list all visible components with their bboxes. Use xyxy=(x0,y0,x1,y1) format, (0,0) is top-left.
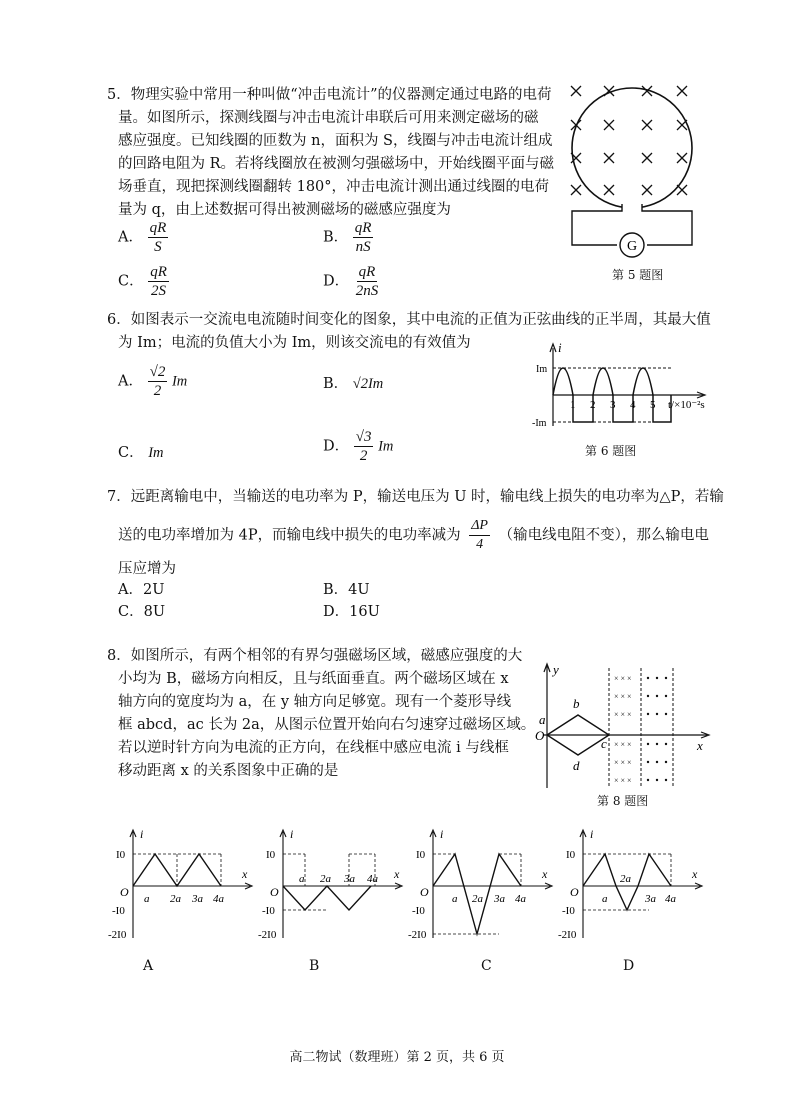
svg-text:4a: 4a xyxy=(367,873,378,885)
q8-line-3: 轴方向的宽度均为 a，在 y 轴方向足够宽。现有一个菱形导线 xyxy=(118,694,512,710)
svg-text:I0: I0 xyxy=(116,849,126,861)
svg-text:x: x xyxy=(242,867,248,881)
svg-text:4a: 4a xyxy=(515,893,526,905)
graph-b xyxy=(258,827,402,941)
svg-text:i: i xyxy=(140,827,144,841)
q5-option-b[interactable]: B． $\frac{qR}{nS}$ xyxy=(323,220,372,255)
svg-text:i: i xyxy=(290,827,294,841)
fraction: $\frac{\Delta P}{4}$ xyxy=(471,518,488,552)
svg-text:O: O xyxy=(570,885,579,899)
svg-text:x: x xyxy=(542,867,548,881)
svg-text:x: x xyxy=(697,738,703,753)
svg-text:-I0: -I0 xyxy=(562,905,575,917)
svg-text:a: a xyxy=(452,893,458,905)
fraction: $\frac{qR}{S}$ xyxy=(149,220,167,255)
svg-text:4a: 4a xyxy=(213,893,224,905)
q6-option-a[interactable]: A． $\frac{√2}{2}$ Im xyxy=(118,364,188,399)
svg-text:a: a xyxy=(144,893,150,905)
svg-text:a: a xyxy=(539,712,546,727)
q5-caption: 第 5 题图 xyxy=(612,268,664,282)
q7-line-2: 送的电功率增加为 4P，而输电线中损失的电功率减为 $\frac{\Delta P}{4}$ （输电线电阻不变），那么输电电 xyxy=(118,518,709,552)
svg-text:5: 5 xyxy=(650,399,656,411)
field-crosses xyxy=(571,86,687,195)
svg-text:× × ×: × × × xyxy=(614,758,632,767)
fraction: $\frac{qR}{2nS}$ xyxy=(355,264,379,299)
q6-line-1: 6．如图表示一交流电电流随时间变化的图象，其中电流的正值为正弦曲线的正半周，其最大值 xyxy=(107,312,711,328)
svg-text:-2I0: -2I0 xyxy=(408,929,427,941)
q5-line-1: 5．物理实验中常用一种叫做“冲击电流计”的仪器测定通过电路的电荷 xyxy=(107,87,552,103)
svg-text:× × ×: × × × xyxy=(614,692,632,701)
q5-figure xyxy=(560,78,710,263)
svg-text:3a: 3a xyxy=(645,893,656,905)
q8-line-6: 移动距离 x 的关系图象中正确的是 xyxy=(118,763,339,779)
svg-text:b: b xyxy=(573,696,580,711)
q7-option-c[interactable]: C．8U xyxy=(118,604,166,620)
svg-text:x: x xyxy=(394,867,400,881)
q5-option-a[interactable]: A． $\frac{qR}{S}$ xyxy=(118,220,167,255)
fraction: $\frac{√2}{2}$ xyxy=(149,364,166,399)
field-region-1 xyxy=(614,674,632,785)
q5-option-d[interactable]: D． $\frac{qR}{2nS}$ xyxy=(323,264,379,299)
field-region-2 xyxy=(647,677,667,781)
svg-text:i: i xyxy=(440,827,444,841)
svg-text:i: i xyxy=(590,827,594,841)
q6-line-2: 为 Im；电流的负值大小为 Im，则该交流电的有效值为 xyxy=(118,335,471,351)
svg-text:3: 3 xyxy=(610,399,616,411)
fraction: $\frac{qR}{2S}$ xyxy=(150,264,167,299)
graph-c xyxy=(408,827,552,941)
q8-line-5: 若以逆时针方向为电流的正方向，在线框中感应电流 i 与线框 xyxy=(118,740,509,756)
svg-text:-I0: -I0 xyxy=(412,905,425,917)
svg-text:× × ×: × × × xyxy=(614,710,632,719)
q5-line-5: 场垂直，现把探测线圈翻转 180°，冲击电流计测出通过线圈的电荷 xyxy=(118,179,550,195)
svg-text:-2I0: -2I0 xyxy=(108,929,127,941)
q8-line-4: 框 abcd，ac 长为 2a，从图示位置开始向右匀速穿过磁场区域。 xyxy=(118,717,536,733)
svg-text:× × ×: × × × xyxy=(614,776,632,785)
svg-text:t/×10⁻²s: t/×10⁻²s xyxy=(668,399,705,411)
svg-text:Im: Im xyxy=(536,364,548,375)
option-letter-d[interactable]: D xyxy=(623,958,635,974)
option-letter-a[interactable]: A xyxy=(143,958,154,974)
svg-text:2a: 2a xyxy=(472,893,483,905)
fraction: $\frac{qR}{nS}$ xyxy=(354,220,372,255)
q7-line-3: 压应增为 xyxy=(118,561,176,577)
svg-text:-2I0: -2I0 xyxy=(558,929,577,941)
field-boundaries xyxy=(609,668,673,788)
q8-figure xyxy=(535,660,715,795)
svg-text:O: O xyxy=(535,728,545,743)
q7-option-d[interactable]: D．16U xyxy=(323,604,380,620)
svg-text:I0: I0 xyxy=(266,849,276,861)
q7-option-a[interactable]: A．2U xyxy=(118,582,165,598)
q7-option-b[interactable]: B．4U xyxy=(323,582,370,598)
q5-line-6: 量为 q，由上述数据可得出被测磁场的磁感应强度为 xyxy=(118,202,451,218)
svg-text:x: x xyxy=(692,867,698,881)
galvanometer-label: G xyxy=(626,239,638,254)
option-letter-c[interactable]: C xyxy=(481,958,492,974)
q6-option-c[interactable]: C． Im xyxy=(118,445,164,461)
svg-text:2a: 2a xyxy=(170,893,181,905)
svg-text:2a: 2a xyxy=(620,873,631,885)
q6-caption: 第 6 题图 xyxy=(585,444,637,458)
q8-caption: 第 8 题图 xyxy=(597,794,649,808)
svg-text:O: O xyxy=(270,885,279,899)
svg-text:-2I0: -2I0 xyxy=(258,929,277,941)
svg-text:3a: 3a xyxy=(192,893,203,905)
svg-text:d: d xyxy=(573,758,580,773)
q6-option-b[interactable]: B． √2Im xyxy=(323,376,384,392)
svg-text:a: a xyxy=(602,893,608,905)
svg-text:2: 2 xyxy=(590,399,596,411)
svg-text:× × ×: × × × xyxy=(614,740,632,749)
q5-option-c[interactable]: C． $\frac{qR}{2S}$ xyxy=(118,264,167,299)
svg-text:I0: I0 xyxy=(416,849,426,861)
svg-text:-I0: -I0 xyxy=(262,905,275,917)
graph-a xyxy=(108,827,252,941)
svg-text:y: y xyxy=(553,662,559,677)
q6-option-d[interactable]: D． $\frac{√3}{2}$ Im xyxy=(323,429,394,464)
svg-text:c: c xyxy=(601,736,607,751)
svg-text:1: 1 xyxy=(570,399,576,411)
option-letter-b[interactable]: B xyxy=(309,958,320,974)
page-footer: 高二物试（数理班）第 2 页，共 6 页 xyxy=(289,1050,505,1065)
q8-line-1: 8．如图所示，有两个相邻的有界匀强磁场区域，磁感应强度的大 xyxy=(107,648,523,664)
svg-text:a: a xyxy=(299,873,305,885)
q8-answer-graphs xyxy=(100,826,720,946)
svg-text:4a: 4a xyxy=(665,893,676,905)
svg-text:3a: 3a xyxy=(344,873,355,885)
q8-line-2: 小均为 B，磁场方向相反，且与纸面垂直。两个磁场区域在 x xyxy=(118,671,509,687)
svg-text:4: 4 xyxy=(630,399,636,411)
q5-line-4: 的回路电阻为 R。若将线圈放在被测匀强磁场中，开始线圈平面与磁 xyxy=(118,156,555,172)
svg-text:2a: 2a xyxy=(320,873,331,885)
svg-text:O: O xyxy=(120,885,129,899)
svg-text:I0: I0 xyxy=(566,849,576,861)
graph-d xyxy=(558,827,702,941)
fraction: $\frac{√3}{2}$ xyxy=(355,429,372,464)
svg-text:O: O xyxy=(420,885,429,899)
coil-circle xyxy=(572,88,692,208)
svg-text:-I0: -I0 xyxy=(112,905,125,917)
q5-line-3: 感应强度。已知线圈的匝数为 n，面积为 S，线圈与冲击电流计组成 xyxy=(118,133,553,149)
svg-text:3a: 3a xyxy=(494,893,505,905)
q7-line-1: 7．远距离输电中，当输送的电功率为 P，输送电压为 U 时，输电线上损失的电功率为△P，若输 xyxy=(107,489,724,505)
svg-text:i: i xyxy=(558,340,562,355)
svg-text:-Im: -Im xyxy=(532,418,547,429)
q6-graph xyxy=(528,338,718,438)
q5-line-2: 量。如图所示，探测线圈与冲击电流计串联后可用来测定磁场的磁 xyxy=(118,110,539,126)
svg-text:× × ×: × × × xyxy=(614,674,632,683)
